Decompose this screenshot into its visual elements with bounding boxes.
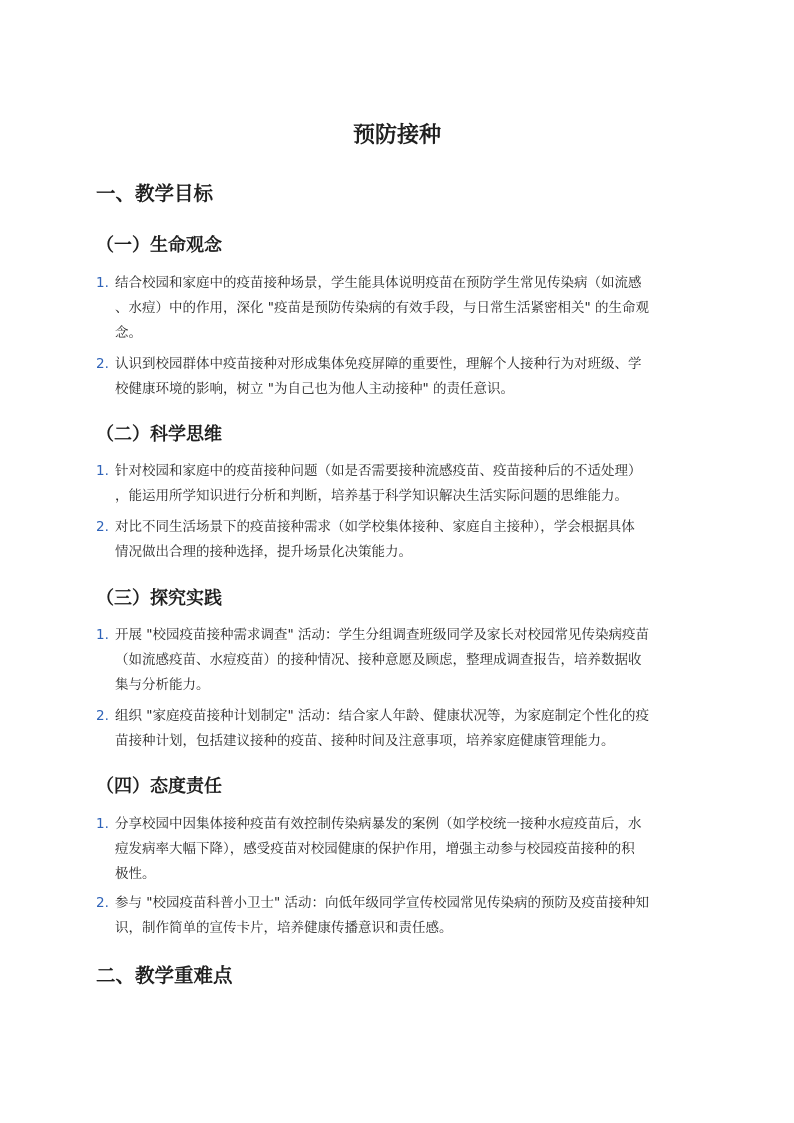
- list-number: 2.: [96, 356, 109, 372]
- list-item: [96, 271, 696, 346]
- list-item: [96, 623, 696, 698]
- text-line: 组织 "家庭疫苗接种计划制定" 活动：结合家人年龄、健康状况等，为家庭制定个性化的疫: [115, 708, 650, 724]
- text-line: 痘发病率大幅下降），感受疫苗对校园健康的保护作用，增强主动参与校园疫苗接种的积: [115, 841, 635, 857]
- list-item-text: [115, 515, 695, 565]
- section-heading-key-difficulties: 二、教学重难点: [96, 964, 233, 987]
- list-item: [96, 459, 696, 509]
- text-line: 识，制作简单的宣传卡片，培养健康传播意识和责任感。: [115, 920, 453, 936]
- list-item-text: [115, 891, 695, 941]
- text-line: 分享校园中因集体接种疫苗有效控制传染病暴发的案例（如学校统一接种水痘疫苗后，水: [115, 816, 642, 832]
- subsection-heading-life-concept: （一）生命观念: [96, 235, 222, 256]
- list-item: [96, 704, 696, 754]
- list-item: [96, 891, 696, 941]
- text-line: 校健康环境的影响，树立 "为自己也为他人主动接种" 的责任意识。: [115, 381, 515, 397]
- section-heading-teaching-goals: 一、教学目标: [96, 182, 214, 205]
- list-number: 1.: [96, 463, 109, 479]
- list-item-text: [115, 352, 695, 402]
- list-number: 2.: [96, 519, 109, 535]
- list-number: 1.: [96, 627, 109, 643]
- list-item: [96, 515, 696, 565]
- list-number: 2.: [96, 895, 109, 911]
- list-item-text: [115, 704, 695, 754]
- list-number: 1.: [96, 275, 109, 291]
- list-item-text: [115, 459, 695, 509]
- subsection-heading-attitude-responsibility: （四）态度责任: [96, 776, 222, 797]
- text-line: 对比不同生活场景下的疫苗接种需求（如学校集体接种、家庭自主接种），学会根据具体: [115, 519, 635, 535]
- text-line: 认识到校园群体中疫苗接种对形成集体免疫屏障的重要性，理解个人接种行为对班级、学: [115, 356, 642, 372]
- document-title: 预防接种: [352, 123, 441, 148]
- list-item: [96, 352, 696, 402]
- subsection-heading-scientific-thinking: （二）科学思维: [96, 424, 222, 445]
- text-line: 、水痘）中的作用，深化 "疫苗是预防传染病的有效手段，与日常生活紧密相关" 的生命观: [115, 300, 650, 316]
- list-item-text: [115, 271, 695, 346]
- text-line: 极性。: [115, 866, 156, 882]
- text-line: 开展 "校园疫苗接种需求调查" 活动：学生分组调查班级同学及家长对校园常见传染病疫苗: [115, 627, 650, 643]
- list-item-text: [115, 623, 695, 698]
- list-number: 1.: [96, 816, 109, 832]
- text-line: 针对校园和家庭中的疫苗接种问题（如是否需要接种流感疫苗、疫苗接种后的不适处理）: [115, 463, 642, 479]
- text-line: ，能运用所学知识进行分析和判断，培养基于科学知识解决生活实际问题的思维能力。: [115, 488, 628, 504]
- text-line: 情况做出合理的接种选择，提升场景化决策能力。: [115, 544, 412, 560]
- text-line: （如流感疫苗、水痘疫苗）的接种情况、接种意愿及顾虑，整理成调查报告，培养数据收: [115, 652, 642, 668]
- text-line: 念。: [115, 325, 142, 341]
- text-line: 结合校园和家庭中的疫苗接种场景，学生能具体说明疫苗在预防学生常见传染病（如流感: [115, 275, 642, 291]
- text-line: 集与分析能力。: [115, 677, 210, 693]
- list-item: [96, 812, 696, 887]
- subsection-heading-inquiry-practice: （三）探究实践: [96, 588, 222, 609]
- text-line: 苗接种计划，包括建议接种的疫苗、接种时间及注意事项，培养家庭健康管理能力。: [115, 733, 615, 749]
- list-item-text: [115, 812, 695, 887]
- list-number: 2.: [96, 708, 109, 724]
- text-line: 参与 "校园疫苗科普小卫士" 活动：向低年级同学宣传校园常见传染病的预防及疫苗接种知: [115, 895, 650, 911]
